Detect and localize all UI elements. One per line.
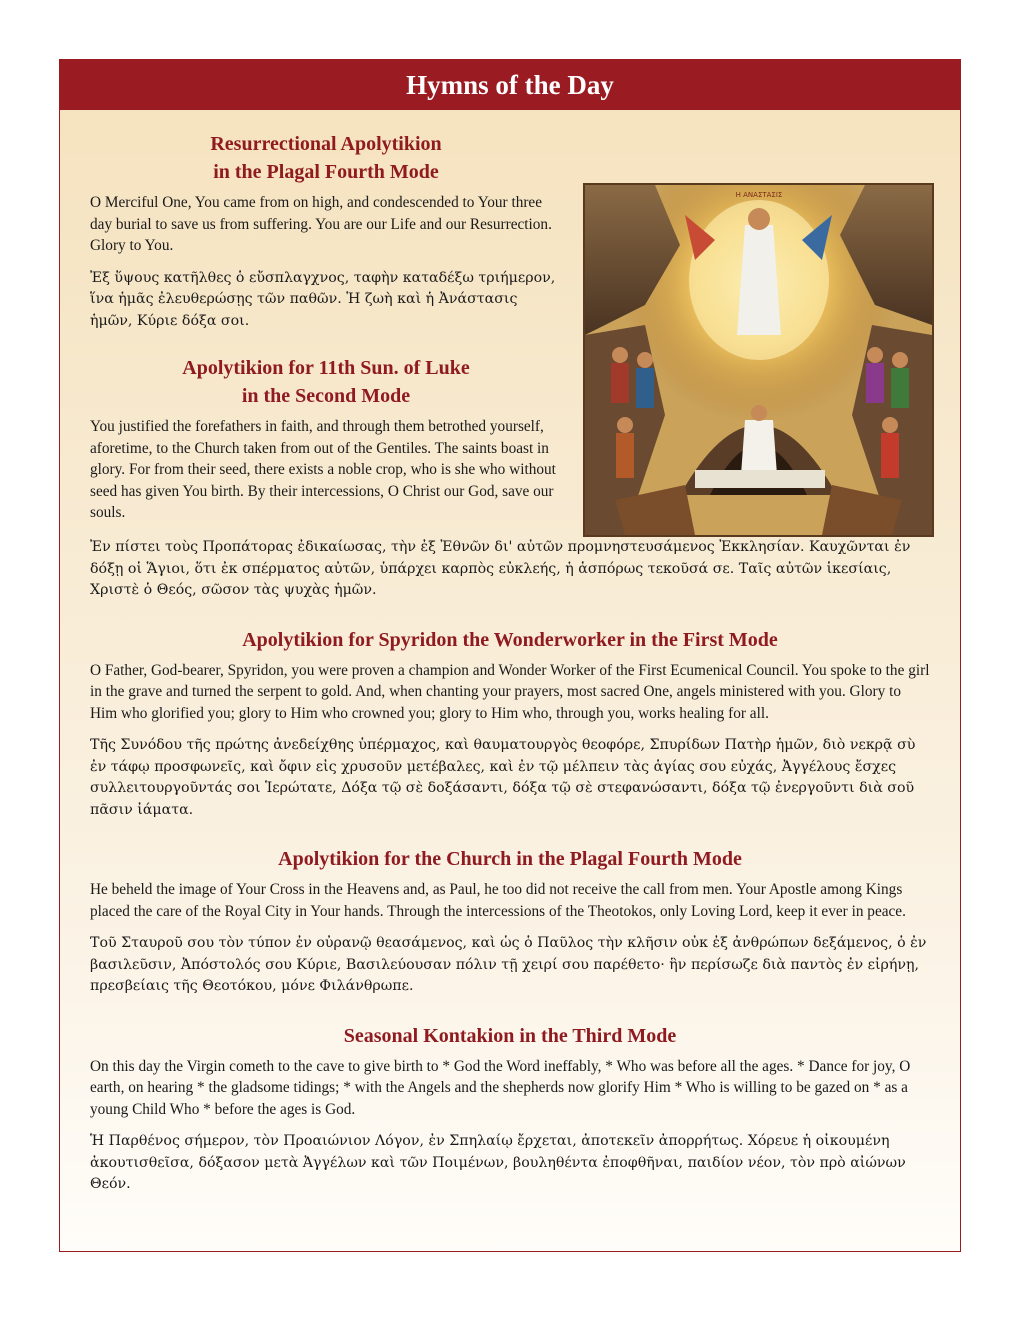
hymn-5	[60, 1022, 960, 1196]
hymns-panel	[59, 59, 961, 1252]
hymn-3-english: O Father, God-bearer, Spyridon, you were proven a champion and Wonder Worker of the First Ecumenical Council. You spoke to the girl in the grave and turned the serpent to gold. And, when chanting your prayers, most sacred One, angels ministered with you. Glory to Him who glorified you; glory to Him who crowned you; glory to Him who, through you, works healing for all.	[90, 661, 930, 722]
hymn-1-greek: Ἐξ ὕψους κατῆλθες ὁ εὔσπλαγχνος, ταφὴν καταδέξω τριήμερον, ἵνα ἡμᾶς ἐλευθερώσῃς τῶν παθῶν. Ἡ ζωὴ καὶ ἡ Ἀνάστασις ἡμῶν, Κύριε δόξα σοι.	[90, 269, 556, 329]
hymn-1-title-line2: in the Plagal Fourth Mode	[213, 161, 439, 183]
hymn-2-english: You justified the forefathers in faith, and through them betrothed yourself, aforetime, to the Church taken from out of the Gentiles. The saints boast in glory. For from their seed, there exists a noble crop, who is she who without seed has given You birth. By their intercessions, O Christ our God, save our souls.	[90, 418, 556, 521]
hymn-5-title: Seasonal Kontakion in the Third Mode	[343, 1024, 677, 1047]
hymn-4	[60, 845, 960, 998]
hymn-1-english: O Merciful One, You came from on high, and condescended to Your three day burial to save us from suffering. You are our Life and our Resurrection. Glory to You.	[90, 194, 552, 254]
resurrection-icon	[585, 185, 932, 535]
resurrection-icon-image	[583, 183, 934, 537]
hymn-1-title-line1: Resurrectional Apolytikion	[210, 133, 442, 155]
hymn-5-greek: Ἡ Παρθένος σήμερον, τὸν Προαιώνιον Λόγον, ἐν Σπηλαίῳ ἔρχεται, ἀποτεκεῖν ἀπορρήτως. Χόρευε ἡ οἰκουμένη ἀκουτισθεῖσα, δόξασον μετὰ Ἀγγέλων καὶ τῶν Ποιμένων, βουληθέντα ἐποφθῆναι, παιδίον νέον, τὸν πρὸ αἰώνων Θεόν.	[90, 1133, 906, 1192]
page-title: Hymns of the Day	[60, 60, 960, 110]
hymn-4-english: He beheld the image of Your Cross in the Heavens and, as Paul, he too did not receive the call from men. Your Apostle among Kings placed the care of the Royal City in Your hands. Through the intercessions of the Theotokos, only Loving Lord, keep it ever in peace.	[90, 881, 906, 920]
hymn-2-title-line2: in the Second Mode	[241, 385, 411, 407]
hymn-2-title-line1: Apolytikion for 11th Sun. of Luke	[182, 357, 470, 379]
hymn-2-greek-block	[60, 537, 960, 602]
hymn-3	[60, 626, 960, 822]
hymn-3-greek: Τῆς Συνόδου τῆς πρώτης ἀνεδείχθης ὑπέρμαχος, καὶ θαυματουργὸς θεοφόρε, Σπυρίδων Πατὴρ ἡμῶν, διὸ νεκρᾷ σὺ ἐν τάφῳ προσφωνεῖς, καὶ ὄφιν εἰς χρυσοῦν μετέβαλες, καὶ ἐν τῷ μέλπειν τὰς ἁγίας σου εὐχάς, Ἀγγέλους ἔσχες συλλειτουργοῦντάς σοι Ἱερώτατε, Δόξα τῷ σὲ δοξάσαντι, δόξα τῷ σὲ στεφανώσαντι, δόξα τῷ ἐνεργοῦντι διὰ σοῦ πᾶσιν ἰάματα.	[90, 737, 916, 818]
hymn-4-greek: Τοῦ Σταυροῦ σου τὸν τύπον ἐν οὐρανῷ θεασάμενος, καὶ ὡς ὁ Παῦλος τὴν κλῆσιν οὐκ ἐξ ἀνθρώπων δεξάμενος, ὁ ἐν βασιλεῦσιν, Ἀπόστολός σου Κύριε, Βασιλεύουσαν πόλιν τῇ χειρί σου παρέθετο· ἣν περίσωζε διὰ παντὸς ἐν εἰρήνῃ, πρεσβείαις τῆς Θεοτόκου, μόνε Φιλάνθρωπε.	[90, 935, 927, 994]
left-column	[90, 130, 562, 524]
hymn-5-english: On this day the Virgin cometh to the cave to give birth to * God the Word ineffably, * Who was before all the ages. * Dance for joy, O earth, on hearing * the gladsome tidings; * with the Angels and the shepherds now glorify Him * Who is willing to be gazed on * as a young Child Who * before the ages is God.	[90, 1057, 911, 1118]
hymn-2-greek: Ἐν πίστει τοὺς Προπάτορας ἐδικαίωσας, τὴν ἐξ Ἐθνῶν δι' αὐτῶν προμνηστευσάμενος Ἐκκλησίαν. Καυχῶνται ἐν δόξῃ οἱ Ἅγιοι, ὅτι ἐκ σπέρματος αὐτῶν, ὑπάρχει καρπὸς εὐκλεής, ἡ ἀσπόρως τεκοῦσά σε. Ταῖς αὐτῶν ἱκεσίαις, Χριστὲ ὁ Θεός, σῶσον τὰς ψυχὰς ἡμῶν.	[90, 539, 911, 598]
hymn-4-title: Apolytikion for the Church in the Plagal Fourth Mode	[278, 848, 742, 870]
top-section	[60, 110, 960, 520]
hymn-2-title	[90, 354, 562, 410]
icon-inscription: Η ΑΝΑΣΤΑΣΙΣ	[735, 191, 783, 199]
hymn-3-title: Apolytikion for Spyridon the Wonderworker in the First Mode	[242, 628, 778, 651]
hymn-1-title	[90, 130, 562, 186]
